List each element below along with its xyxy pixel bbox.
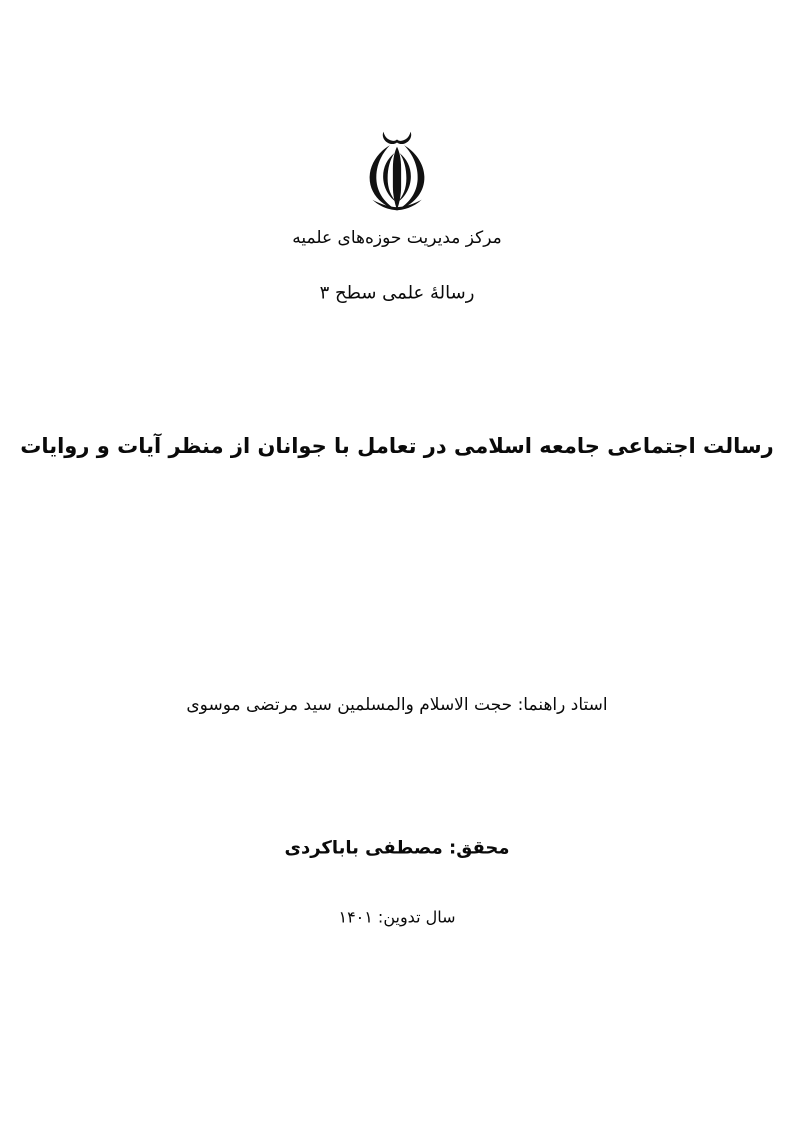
thesis-title: رسالت اجتماعی جامعه اسلامی در تعامل با جوانان از منظر آیات و روایات [20,434,774,458]
researcher-line: محقق: مصطفی باباکردی [284,837,510,859]
iran-emblem-icon [358,131,436,215]
compilation-year-line: سال تدوین: ۱۴۰۱ [338,907,456,927]
organization-name: مرکز مدیریت حوزه‌های علمیه [292,228,502,248]
supervisor-line: استاد راهنما: حجت الاسلام والمسلمین سید مرتضی موسوی [186,695,608,715]
document-type-label: رسالۀ علمی سطح ۳ [319,282,475,304]
